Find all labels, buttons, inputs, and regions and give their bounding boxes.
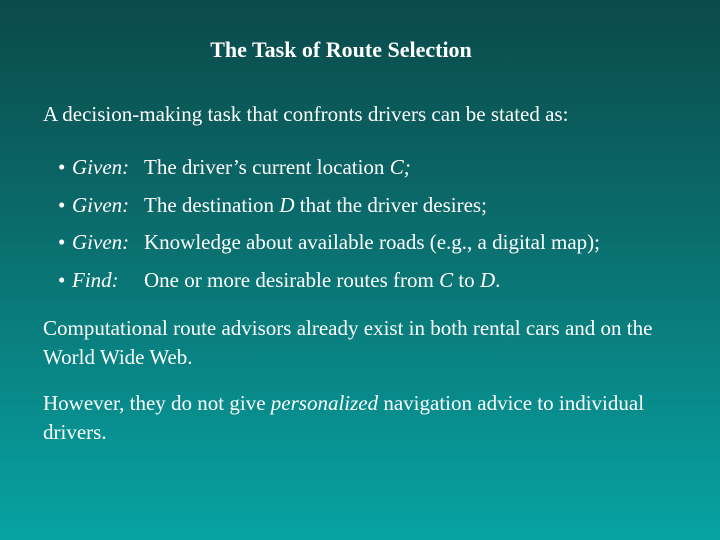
bullet-marker: • bbox=[58, 155, 66, 179]
paragraph-text-part: However, they do not give bbox=[43, 391, 271, 415]
bullet-key: Given: bbox=[72, 192, 130, 217]
variable-d: D bbox=[479, 267, 496, 292]
list-item-given-location bbox=[58, 154, 600, 192]
bullet-text bbox=[144, 192, 487, 230]
list-item-given-knowledge bbox=[58, 229, 600, 267]
bullet-text bbox=[144, 267, 500, 305]
bullet-text: Knowledge about available roads (e.g., a digital map); bbox=[144, 230, 601, 254]
variable-c: C bbox=[439, 267, 454, 292]
variable-c: C; bbox=[389, 155, 411, 179]
bullet-marker: • bbox=[58, 192, 66, 217]
bullet-marker: • bbox=[58, 267, 66, 292]
bullet-text-part: The driver’s current location bbox=[144, 155, 390, 179]
bullet-text-part: One or more desirable routes from bbox=[144, 267, 440, 292]
task-list bbox=[58, 154, 600, 304]
paragraph-personalization bbox=[43, 389, 673, 447]
paragraph-text-part: navigation advice to individual drivers. bbox=[43, 391, 645, 444]
bullet-key: Given: bbox=[72, 155, 130, 179]
variable-d: D bbox=[279, 192, 295, 217]
list-item-given-destination bbox=[58, 192, 600, 230]
slide-title: The Task of Route Selection bbox=[210, 37, 472, 62]
bullet-text-part: that the driver desires; bbox=[294, 192, 487, 217]
bullet-text-part: The destination bbox=[144, 192, 280, 217]
bullet-text bbox=[144, 154, 411, 192]
bullet-key: Given: bbox=[72, 230, 130, 254]
bullet-marker: • bbox=[58, 230, 66, 254]
bullet-text-part: to bbox=[453, 267, 480, 292]
paragraph-existing-advisors: Computational route advisors already exist in both rental cars and on the World Wide Web. bbox=[43, 316, 653, 369]
list-item-find-routes bbox=[58, 267, 600, 305]
intro-text: A decision-making task that confronts drivers can be stated as: bbox=[43, 102, 569, 126]
bullet-text-part: . bbox=[495, 267, 501, 292]
emphasis-personalized: personalized bbox=[270, 391, 379, 415]
bullet-key: Find: bbox=[72, 267, 119, 292]
